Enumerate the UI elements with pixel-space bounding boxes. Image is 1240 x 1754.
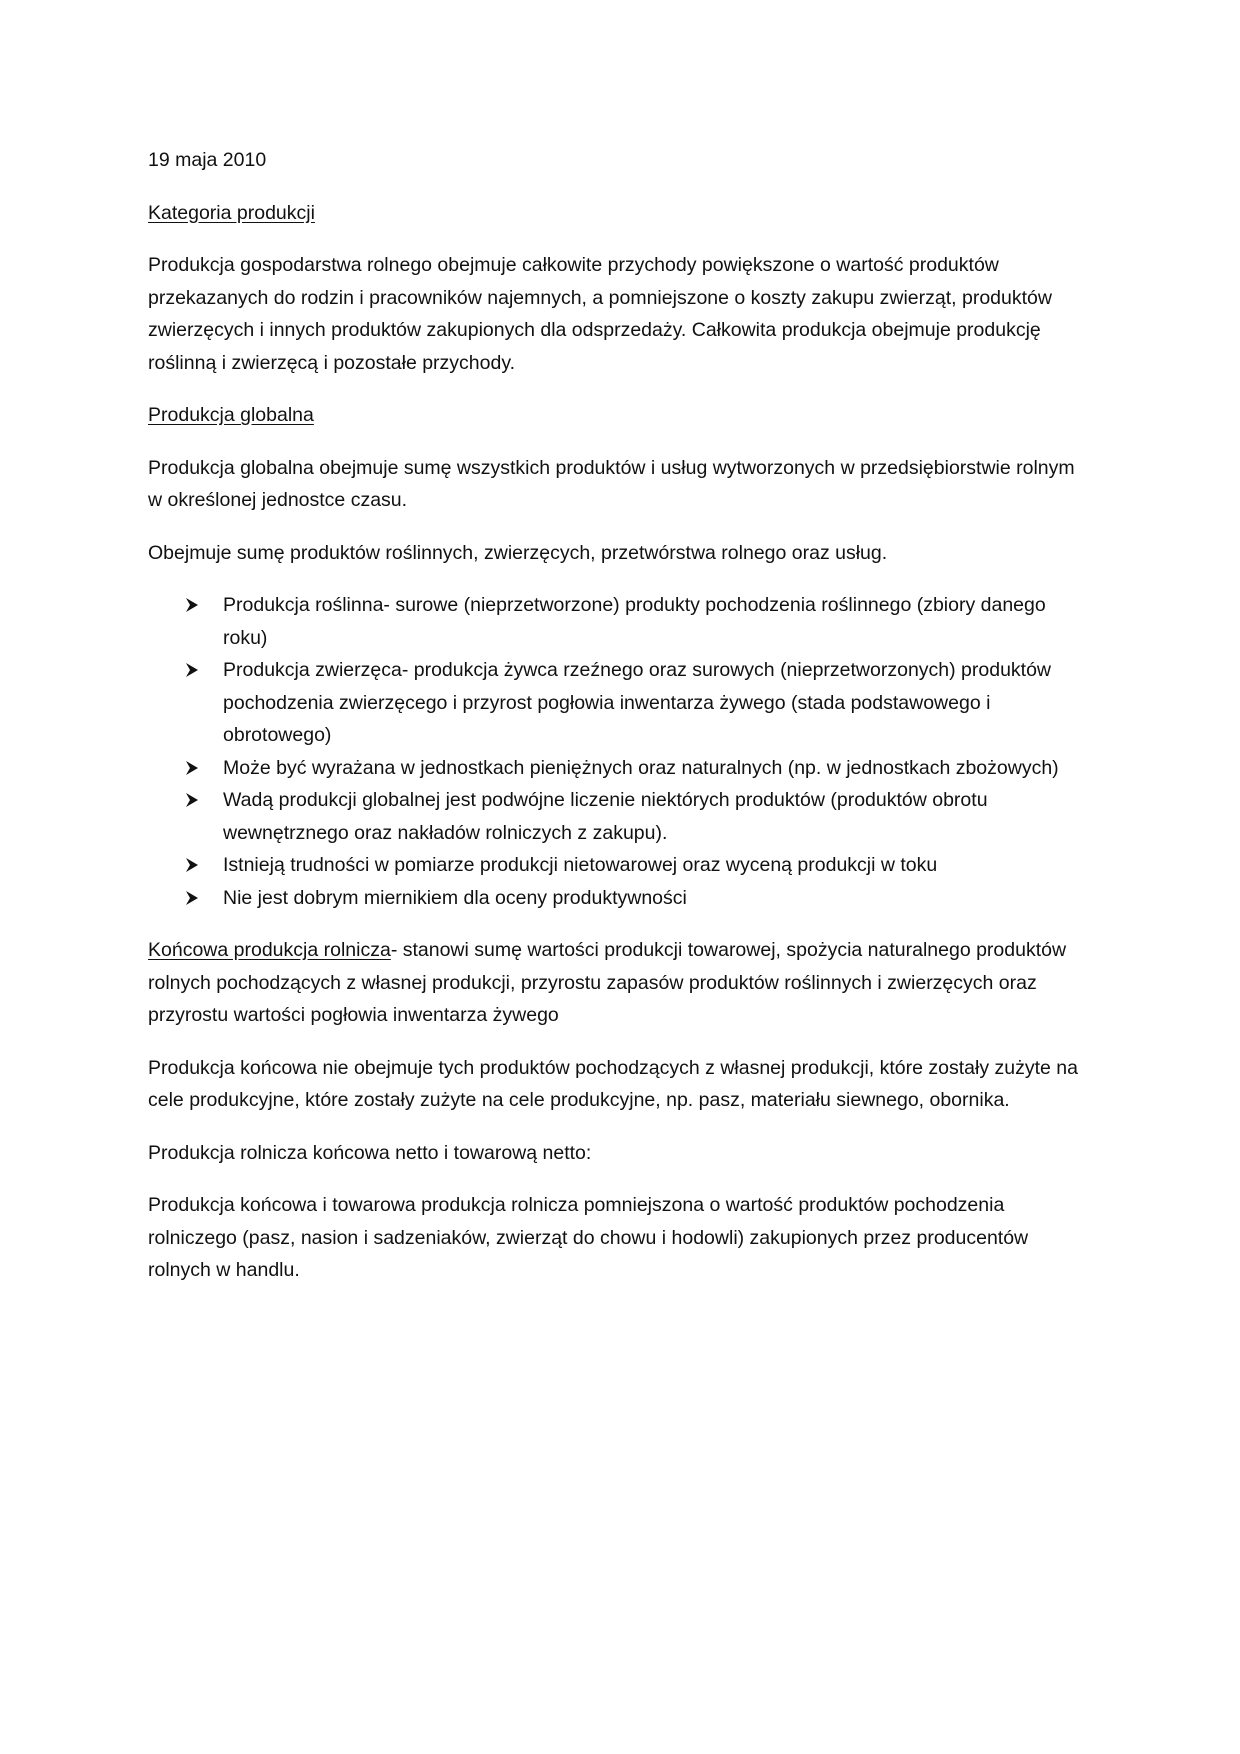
term-koncowa-produkcja-rolnicza: Końcowa produkcja rolnicza — [148, 939, 391, 961]
paragraph-produkcja-globalna-definition: Produkcja globalna obejmuje sumę wszystkich produktów i usług wytworzonych w przedsiębiorstwie rolnym w określonej jednostce czasu. — [148, 456, 1075, 511]
list-item-text: Nie jest dobrym miernikiem dla oceny produktywności — [223, 886, 687, 909]
heading-kategoria-produkcji-text: Kategoria produkcji — [148, 201, 315, 224]
list-item — [223, 752, 1088, 785]
heading-kategoria-produkcji — [148, 197, 1088, 230]
arrowhead-bullet-icon — [185, 654, 201, 686]
list-item-text: Może być wyrażana w jednostkach pieniężnych oraz naturalnych (np. w jednostkach zbożowych) — [223, 756, 1059, 779]
definition-koncowa-produkcja-rolnicza: - stanowi sumę wartości produkcji towarowej, spożycia naturalnego produktów rolnych pochodzących z własnej produkcji, przyrostu zapasów produktów roślinnych i zwierzęcych oraz przyrostu wartości pogłowia inwentarza żywego — [148, 939, 1067, 1026]
paragraph-produkcja-koncowa-exclusions: Produkcja końcowa nie obejmuje tych produktów pochodzących z własnej produkcji, które zostały zużyte na cele produkcyjne, które zostały zużyte na cele produkcyjne, np. pasz, materiału siewnego, obornika. — [148, 1056, 1078, 1111]
arrowhead-bullet-icon — [185, 589, 201, 621]
bullet-list-produkcja-globalna — [148, 589, 1088, 914]
heading-produkcja-globalna-text: Produkcja globalna — [148, 404, 314, 426]
paragraph-produkcja-netto: Produkcja końcowa i towarowa produkcja rolnicza pomniejszona o wartość produktów pochodzenia rolniczego (pasz, nasion i sadzeniaków, zwierząt do chowu i hodowli) zakupionych przez producentów rolnych w handlu. — [148, 1194, 1029, 1281]
paragraph-koncowa-produkcja-rolnicza — [148, 934, 1088, 1032]
arrowhead-bullet-icon — [185, 849, 201, 881]
arrowhead-bullet-icon — [185, 882, 201, 914]
arrowhead-bullet-icon — [185, 752, 201, 784]
document-page — [148, 144, 1088, 1307]
list-item-text: Wadą produkcji globalnej jest podwójne liczenie niektórych produktów (produktów obrotu wewnętrznego oraz nakładów rolniczych z zakupu). — [223, 789, 988, 844]
document-date: 19 maja 2010 — [148, 149, 267, 171]
list-item-text: Istnieją trudności w pomiarze produkcji nietowarowej oraz wyceną produkcji w toku — [223, 854, 938, 876]
arrowhead-bullet-icon — [185, 784, 201, 816]
heading-produkcja-globalna — [148, 399, 1088, 432]
list-item-text: Produkcja roślinna- surowe (nieprzetworzone) produkty pochodzenia roślinnego (zbiory danego roku) — [223, 594, 1046, 649]
list-item — [223, 849, 1088, 882]
heading-produkcja-netto: Produkcja rolnicza końcowa netto i towarową netto: — [148, 1141, 592, 1164]
list-item — [223, 589, 1088, 654]
paragraph-kategoria-produkcji: Produkcja gospodarstwa rolnego obejmuje całkowite przychody powiększone o wartość produktów przekazanych do rodzin i pracowników najemnych, a pomniejszone o koszty zakupu zwierząt, produktów zwierzęcych i innych produktów zakupionych dla odsprzedaży. Całkowita produkcja obejmuje produkcję roślinną i zwierzęcą i pozostałe przychody. — [148, 254, 1052, 374]
list-item — [223, 654, 1088, 752]
list-item-text: Produkcja zwierzęca- produkcja żywca rzeźnego oraz surowych (nieprzetworzonych) produktów pochodzenia zwierzęcego i przyrost pogłowia inwentarza żywego (stada podstawowego i obrotowego) — [223, 659, 1052, 746]
list-item — [223, 882, 1088, 915]
paragraph-produkcja-globalna-scope: Obejmuje sumę produktów roślinnych, zwierzęcych, przetwórstwa rolnego oraz usług. — [148, 541, 888, 564]
list-item — [223, 784, 1088, 849]
